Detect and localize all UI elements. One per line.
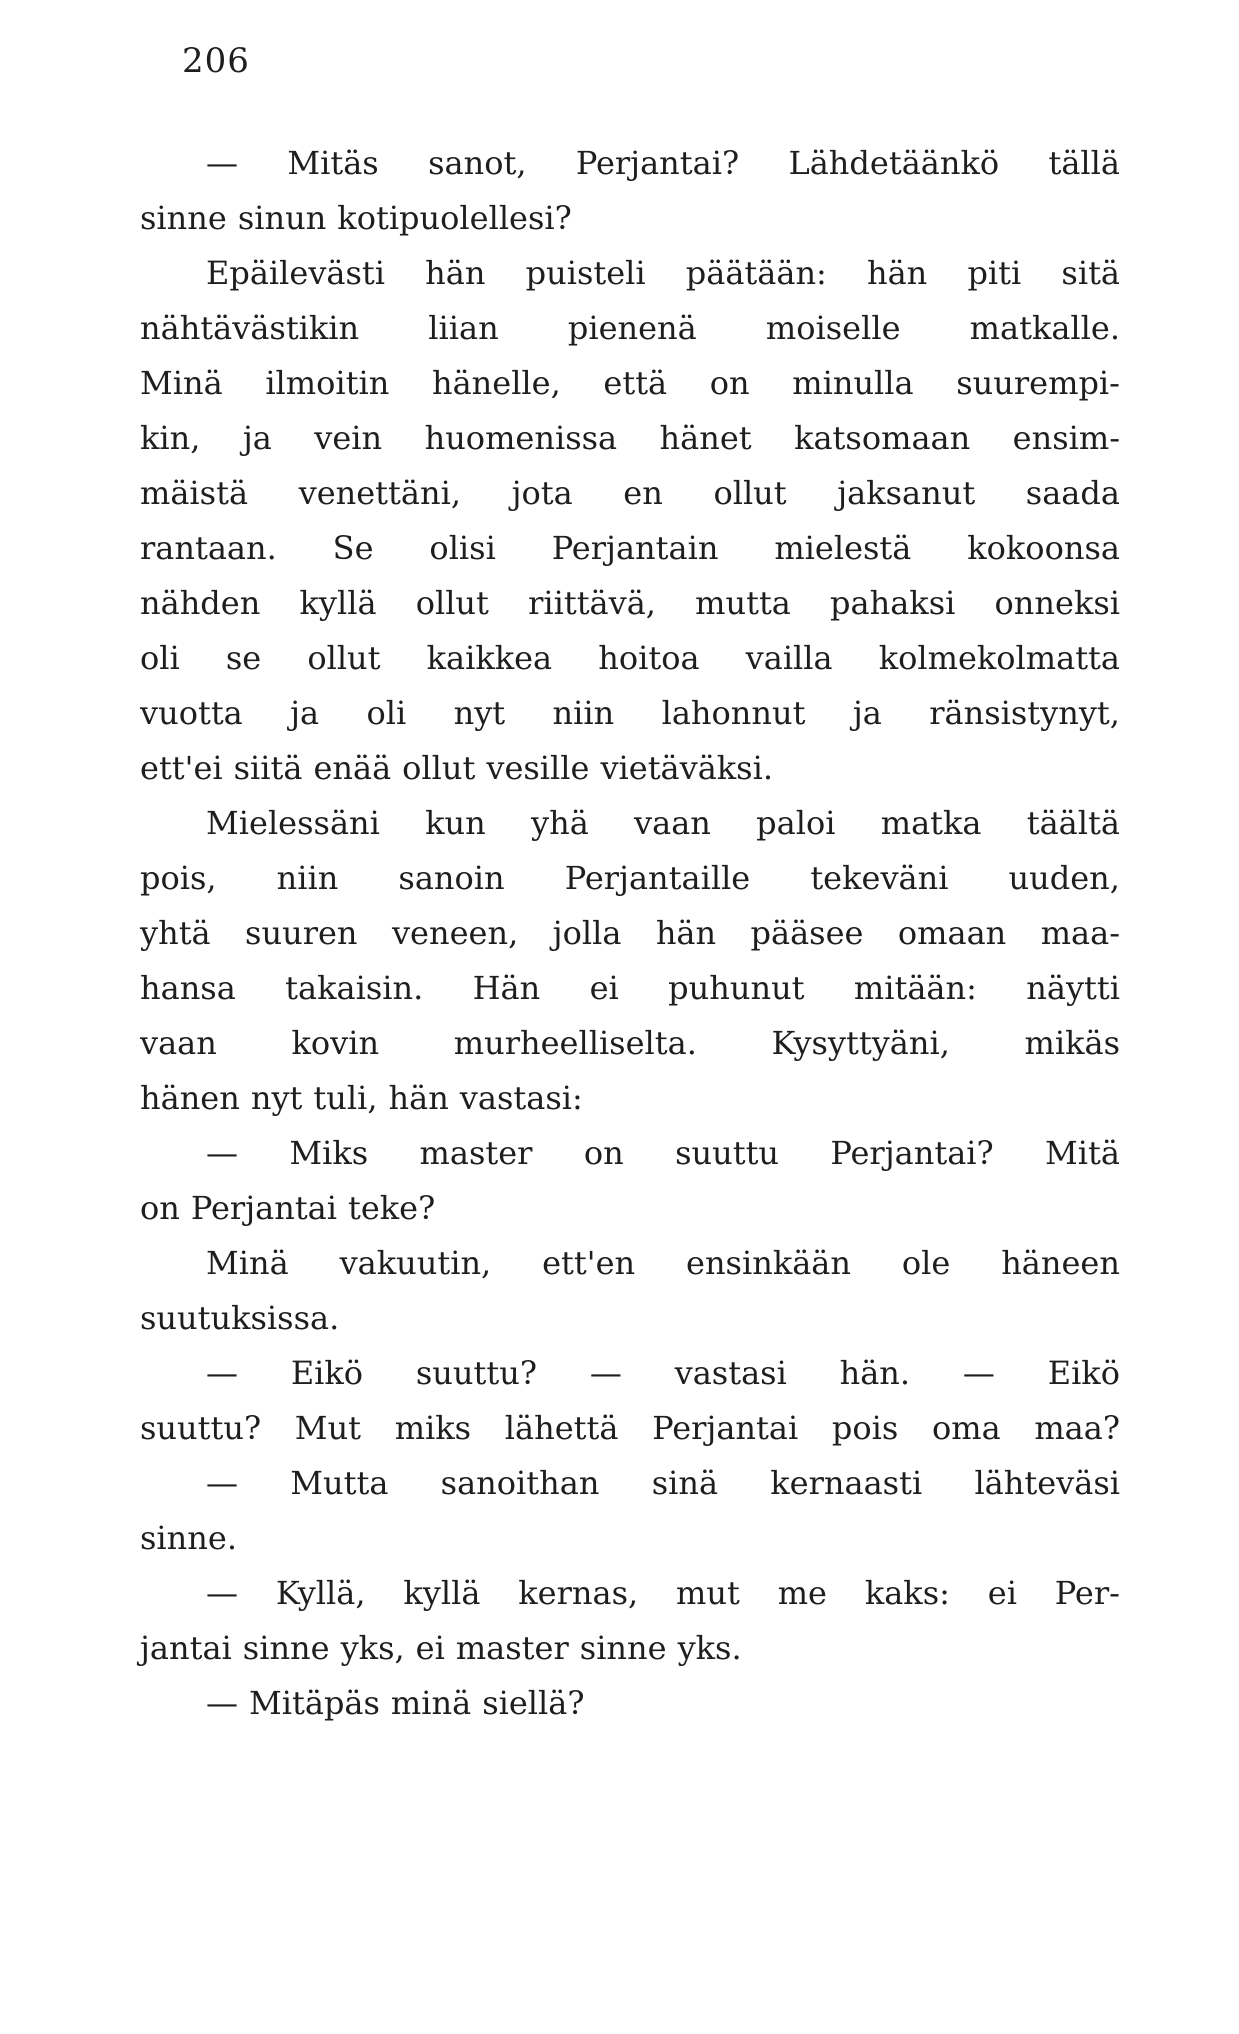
page-number: 206: [182, 41, 250, 81]
text-line: sinne sinun kotipuolellesi?: [140, 199, 572, 237]
text-line: — Mitäs sanot, Perjantai? Lähdetäänkö tällä: [206, 144, 1120, 182]
text-line: hansa takaisin. Hän ei puhunut mitään: näytti: [140, 969, 1120, 1007]
text-line: jantai sinne yks, ei master sinne yks.: [140, 1629, 742, 1667]
text-line: — Miks master on suuttu Perjantai? Mitä: [206, 1134, 1120, 1172]
text-line: mäistä venettäni, jota en ollut jaksanut saada: [140, 474, 1120, 512]
text-line: sinne.: [140, 1519, 237, 1557]
text-line: vaan kovin murheelliselta. Kysyttyäni, mikäs: [140, 1024, 1120, 1062]
body-text: [140, 136, 1120, 1731]
text-line: Minä vakuutin, ett'en ensinkään ole häneen: [206, 1244, 1120, 1282]
text-line: nähtävästikin liian pienenä moiselle matkalle.: [140, 309, 1120, 347]
text-line: rantaan. Se olisi Perjantain mielestä kokoonsa: [140, 529, 1120, 567]
text-line: — Mutta sanoithan sinä kernaasti lähteväsi: [206, 1464, 1120, 1502]
text-line: vuotta ja oli nyt niin lahonnut ja ränsistynyt,: [140, 694, 1120, 732]
text-line: suutuksissa.: [140, 1299, 340, 1337]
text-line: — Kyllä, kyllä kernas, mut me kaks: ei Per-: [206, 1574, 1120, 1612]
text-line: — Mitäpäs minä siellä?: [206, 1684, 585, 1722]
text-line: nähden kyllä ollut riittävä, mutta pahaksi onneksi: [140, 584, 1120, 622]
text-line: Epäilevästi hän puisteli päätään: hän piti sitä: [206, 254, 1120, 292]
text-line: pois, niin sanoin Perjantaille tekeväni uuden,: [140, 859, 1120, 897]
text-line: hänen nyt tuli, hän vastasi:: [140, 1079, 583, 1117]
text-line: on Perjantai teke?: [140, 1189, 436, 1227]
text-line: yhtä suuren veneen, jolla hän pääsee omaan maa-: [140, 914, 1120, 952]
text-line: Minä ilmoitin hänelle, että on minulla suurempi-: [140, 364, 1120, 402]
text-line: kin, ja vein huomenissa hänet katsomaan ensim-: [140, 419, 1120, 457]
text-line: oli se ollut kaikkea hoitoa vailla kolmekolmatta: [140, 639, 1120, 677]
text-line: suuttu? Mut miks lähettä Perjantai pois oma maa?: [140, 1409, 1120, 1447]
text-line: — Eikö suuttu? — vastasi hän. — Eikö: [206, 1354, 1120, 1392]
text-line: ett'ei siitä enää ollut vesille vietäväksi.: [140, 749, 773, 787]
text-line: Mielessäni kun yhä vaan paloi matka täältä: [206, 804, 1120, 842]
